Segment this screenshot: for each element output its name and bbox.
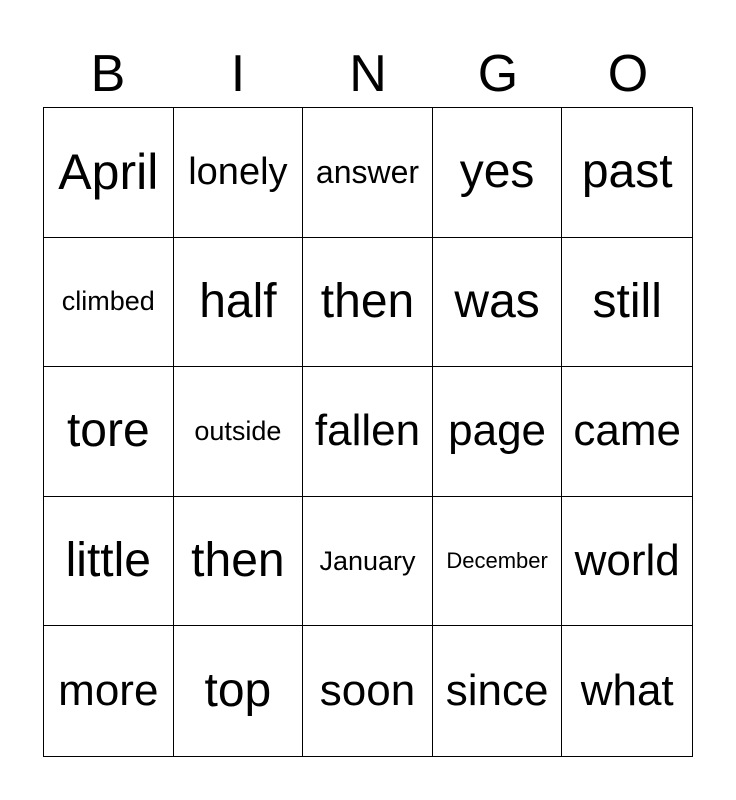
bingo-cell[interactable]: tore (44, 367, 174, 497)
header-letter-b: B (90, 45, 126, 103)
header-letter-g: G (477, 45, 519, 103)
bingo-cell[interactable]: December (433, 497, 563, 627)
bingo-cell[interactable]: page (433, 367, 563, 497)
bingo-cell[interactable]: answer (303, 108, 433, 238)
bingo-cell[interactable]: soon (303, 626, 433, 756)
bingo-cell[interactable]: then (174, 497, 304, 627)
header-letter-i: I (230, 45, 246, 103)
bingo-cell[interactable]: yes (433, 108, 563, 238)
bingo-cell[interactable]: what (580, 666, 674, 716)
bingo-cell[interactable]: top (174, 626, 304, 756)
bingo-cell[interactable]: came (562, 367, 692, 497)
bingo-cell[interactable]: still (562, 238, 692, 368)
bingo-cell[interactable]: then (303, 238, 433, 368)
bingo-cell[interactable]: was (433, 238, 563, 368)
bingo-cell[interactable]: lonely (174, 108, 304, 238)
bingo-cell[interactable]: January (303, 497, 433, 627)
bingo-cell[interactable]: half (174, 238, 304, 368)
bingo-header (43, 40, 693, 108)
header-letter-n: N (349, 45, 387, 103)
bingo-cell[interactable]: fallen (303, 367, 433, 497)
bingo-cell[interactable]: more (44, 626, 174, 756)
bingo-cell[interactable]: little (44, 497, 174, 627)
bingo-cell[interactable]: world (562, 497, 692, 627)
header-letter-o: O (607, 45, 649, 103)
bingo-cell[interactable]: past (562, 108, 692, 238)
bingo-cell[interactable]: outside (174, 367, 304, 497)
bingo-board (43, 107, 693, 757)
bingo-cell[interactable]: since (433, 626, 563, 756)
bingo-cell[interactable]: climbed (44, 238, 174, 368)
bingo-cell[interactable]: April (44, 108, 174, 238)
